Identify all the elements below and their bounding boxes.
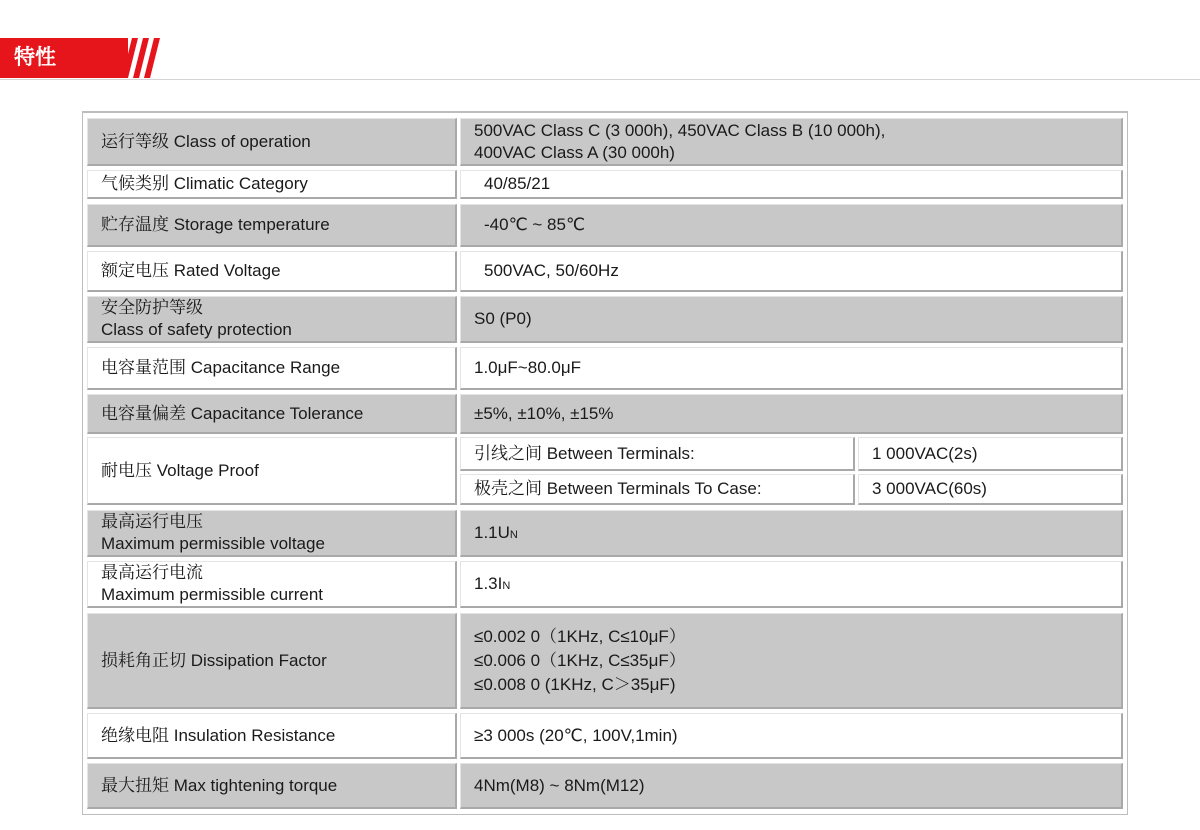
max-current-value xyxy=(460,561,1123,608)
section-header xyxy=(0,0,1200,80)
value-line: ≤0.006 0（1KHz, C≤35μF） xyxy=(474,650,686,670)
climatic-category-label: 气候类别 Climatic Category xyxy=(87,170,457,199)
class-of-operation-value xyxy=(460,118,1123,166)
voltage-proof-label: 耐电压 Voltage Proof xyxy=(87,437,457,505)
capacitance-tolerance-value: ±5%, ±10%, ±15% xyxy=(460,394,1123,434)
climatic-category-value: 40/85/21 xyxy=(460,170,1123,199)
between-terminals-value: 1 000VAC(2s) xyxy=(858,437,1123,471)
label-line: 安全防护等级 xyxy=(101,298,203,317)
header-divider xyxy=(0,79,1200,80)
label-line: Class of safety protection xyxy=(101,320,292,339)
value-text: 1.1U xyxy=(474,523,510,542)
max-voltage-label xyxy=(87,510,457,557)
label-line: Maximum permissible voltage xyxy=(101,534,325,553)
label-line: 最高运行电压 xyxy=(101,512,203,531)
capacitance-tolerance-label: 电容量偏差 Capacitance Tolerance xyxy=(87,394,457,434)
max-torque-label: 最大扭矩 Max tightening torque xyxy=(87,763,457,809)
value-line: ≤0.002 0（1KHz, C≤10μF） xyxy=(474,626,686,646)
storage-temperature-value: -40℃ ~ 85℃ xyxy=(460,204,1123,247)
value-line: 500VAC Class C (3 000h), 450VAC Class B (10 000h), xyxy=(474,120,886,140)
safety-class-value: S0 (P0) xyxy=(460,296,1123,343)
dissipation-factor-label: 损耗角正切 Dissipation Factor xyxy=(87,613,457,709)
label-line: 最高运行电流 xyxy=(101,563,203,582)
capacitance-range-value: 1.0μF~80.0μF xyxy=(460,347,1123,390)
dissipation-factor-value xyxy=(460,613,1123,709)
subscript: N xyxy=(502,580,511,592)
storage-temperature-label: 贮存温度 Storage temperature xyxy=(87,204,457,247)
safety-class-label xyxy=(87,296,457,343)
insulation-resistance-value: ≥3 000s (20℃, 100V,1min) xyxy=(460,713,1123,759)
max-current-label xyxy=(87,561,457,608)
class-of-operation-label: 运行等级 Class of operation xyxy=(87,118,457,166)
rated-voltage-label: 额定电压 Rated Voltage xyxy=(87,251,457,292)
max-voltage-value xyxy=(460,510,1123,557)
subscript: N xyxy=(509,529,518,541)
terminals-to-case-label: 极壳之间 Between Terminals To Case: xyxy=(460,474,855,505)
insulation-resistance-label: 绝缘电阻 Insulation Resistance xyxy=(87,713,457,759)
value-text: 1.3I xyxy=(474,574,503,593)
section-title: 特性 xyxy=(0,38,128,78)
terminals-to-case-value: 3 000VAC(60s) xyxy=(858,474,1123,505)
rated-voltage-value: 500VAC, 50/60Hz xyxy=(460,251,1123,292)
capacitance-range-label: 电容量范围 Capacitance Range xyxy=(87,347,457,390)
label-line: Maximum permissible current xyxy=(101,585,323,604)
value-line: ≤0.008 0 (1KHz, C＞35μF) xyxy=(474,674,676,694)
max-torque-value: 4Nm(M8) ~ 8Nm(M12) xyxy=(460,763,1123,809)
between-terminals-label: 引线之间 Between Terminals: xyxy=(460,437,855,471)
value-line: 400VAC Class A (30 000h) xyxy=(474,142,675,162)
